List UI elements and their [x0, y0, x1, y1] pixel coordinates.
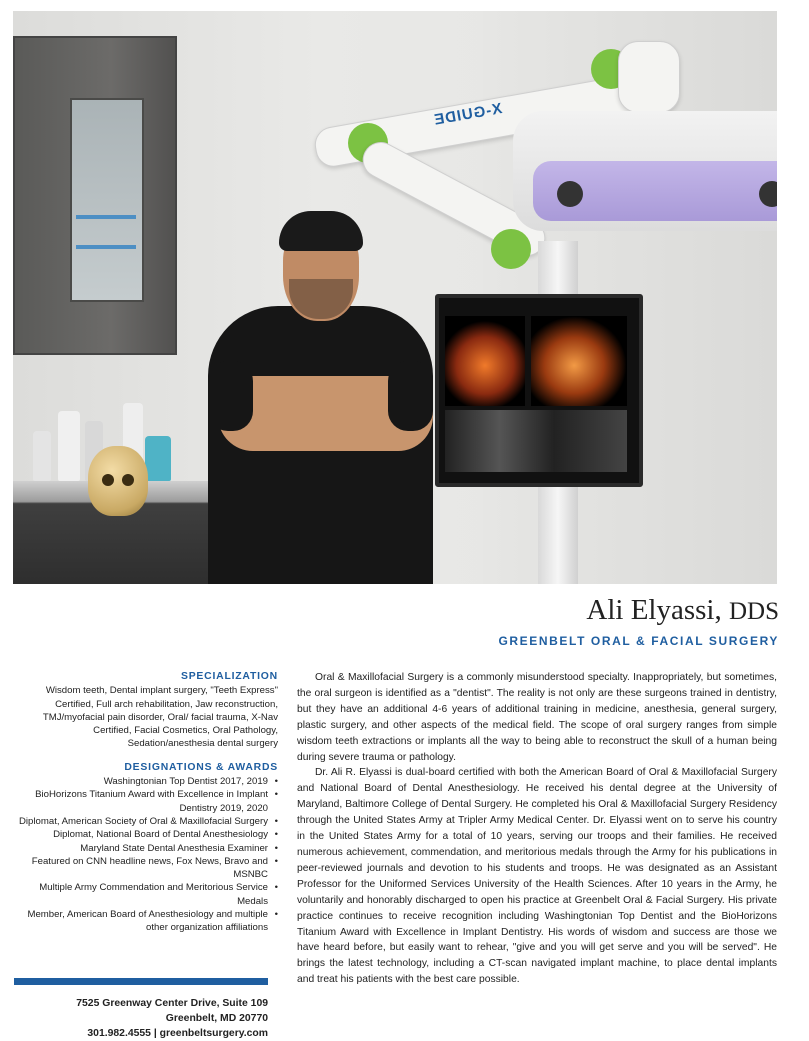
- cabinet-shelf: [76, 245, 136, 249]
- award-item: Multiple Army Commendation and Meritorious Service Medals •: [14, 881, 278, 908]
- award-item: Maryland State Dental Anesthesia Examiner •: [14, 842, 278, 855]
- skull-eye: [102, 474, 114, 486]
- practice-name: GREENBELT ORAL & FACIAL SURGERY: [498, 634, 779, 648]
- awards-list: [14, 775, 278, 935]
- soap-bottle: [145, 436, 171, 481]
- phone-website[interactable]: 301.982.4555 | greenbeltsurgery.com: [87, 1028, 268, 1039]
- specialization-heading: SPECIALIZATION: [180, 671, 278, 682]
- wall-cabinet: [13, 36, 177, 355]
- lamp-sensor: [557, 181, 583, 207]
- ct-monitor: [435, 294, 643, 487]
- scrub-sleeve: [388, 361, 433, 431]
- lamp-face: [533, 161, 777, 221]
- award-item: Member, American Board of Anesthesiology and multiple other organization affiliations •: [14, 908, 278, 935]
- award-item: Diplomat, National Board of Dental Anesthesiology •: [14, 828, 278, 841]
- credential: DDS: [728, 598, 779, 625]
- supply-bottle: [33, 431, 51, 481]
- designations-heading: DESIGNATIONS & AWARDS: [124, 761, 278, 773]
- address-city: Greenbelt, MD 20770: [165, 1013, 268, 1024]
- ct-scan-view: [531, 316, 627, 406]
- surgical-cap: [279, 211, 363, 251]
- contact-block: [14, 996, 268, 1041]
- cabinet-glass-door: [70, 98, 144, 302]
- xguide-logo: X-GUIDE: [432, 100, 504, 129]
- award-item: Featured on CNN headline news, Fox News, Bravo and MSNBC •: [14, 855, 278, 882]
- article-paragraph: Oral & Maxillofacial Surgery is a commonly misunderstood specialty. Inappropriately, but sometimes, the oral surgeon is identified as a "dentist". The reality is not only are these surgeons trained in dentistry, but they have an additional 4-6 years of additional training in medicine, anesthesia, general surgery, plastic surgery, and other aspects of the medical field. The scope of oral surgery ranges from simple wisdom teeth extractions or implants all the way to being able to reconstruct the skull of a human being during severe trauma or pathology.: [297, 672, 777, 763]
- lamp-sensor: [759, 181, 777, 207]
- hero-photo: [13, 11, 777, 584]
- article-body: [297, 670, 777, 988]
- address-street: 7525 Greenway Center Drive, Suite 109: [76, 998, 268, 1009]
- doctor-name-text: Ali Elyassi,: [586, 594, 722, 626]
- skull-eye: [122, 474, 134, 486]
- award-item: Washingtonian Top Dentist 2017, 2019 •: [14, 775, 278, 788]
- divider-bar: [14, 978, 268, 985]
- supply-bottle: [58, 411, 80, 481]
- doctor-name: [586, 594, 779, 627]
- arm-joint-ring: [491, 229, 531, 269]
- surgical-lamp: [513, 111, 777, 231]
- scrub-sleeve: [208, 361, 253, 431]
- ct-scan-slices: [445, 410, 627, 472]
- award-item: BioHorizons Titanium Award with Excellence in Implant Dentistry 2019, 2020 •: [14, 788, 278, 815]
- cabinet-shelf: [76, 215, 136, 219]
- device-arm-joint: [618, 41, 680, 113]
- skull-model: [88, 446, 148, 516]
- article-paragraph: Dr. Ali R. Elyassi is dual-board certified with both the American Board of Oral & Maxillofacial Surgery and National Board of Dental Anesthesiology. He received his dental degree at the University of Maryland, Baltimore College of Dental Surgery. He completed his Oral & Maxillofacial Surgery Residency through the United States Army at Tripler Army Medical Center. Dr. Elyassi went on to serve his country in the United States Army for a total of 10 years, serving our troops and their families. He received numerous achievement, commendation, and meritorious medals through the Army for his publications in peer-reviewed journals and devotion to his students and troops. He was designated as an Assistant Professor for the Uniformed Services University of the Health Sciences. After 10 years in the Army, he voluntarily and honorably discharged to open his practice at Greenbelt Oral & Facial Surgery. His private practice continues to receive recognition including Washingtonian Top Dentist and the BioHorizons Titanium Award with Excellence in Implant Dentistry. His words of wisdom and success are those we have heard before, but easily want to rehear, "give and you will get serve and you will be served". He brings the latest technology, including a CT-scan navigated implant machine, to place dental implants and treat his patients with the best care possible.: [297, 767, 777, 986]
- ct-scan-view: [445, 316, 525, 406]
- sidebar: [14, 670, 282, 935]
- award-item: Diplomat, American Society of Oral & Maxillofacial Surgery •: [14, 815, 278, 828]
- specialization-text: Wisdom teeth, Dental implant surgery, "Teeth Express" Certified, Full arch rehabilitation, Jaw reconstruction, TMJ/myofacial pain disorder, Oral/ facial trauma, X-Nav Certified, Facial Cosmetics, Oral Pathology, Sedation/anesthesia dental surgery: [42, 685, 278, 750]
